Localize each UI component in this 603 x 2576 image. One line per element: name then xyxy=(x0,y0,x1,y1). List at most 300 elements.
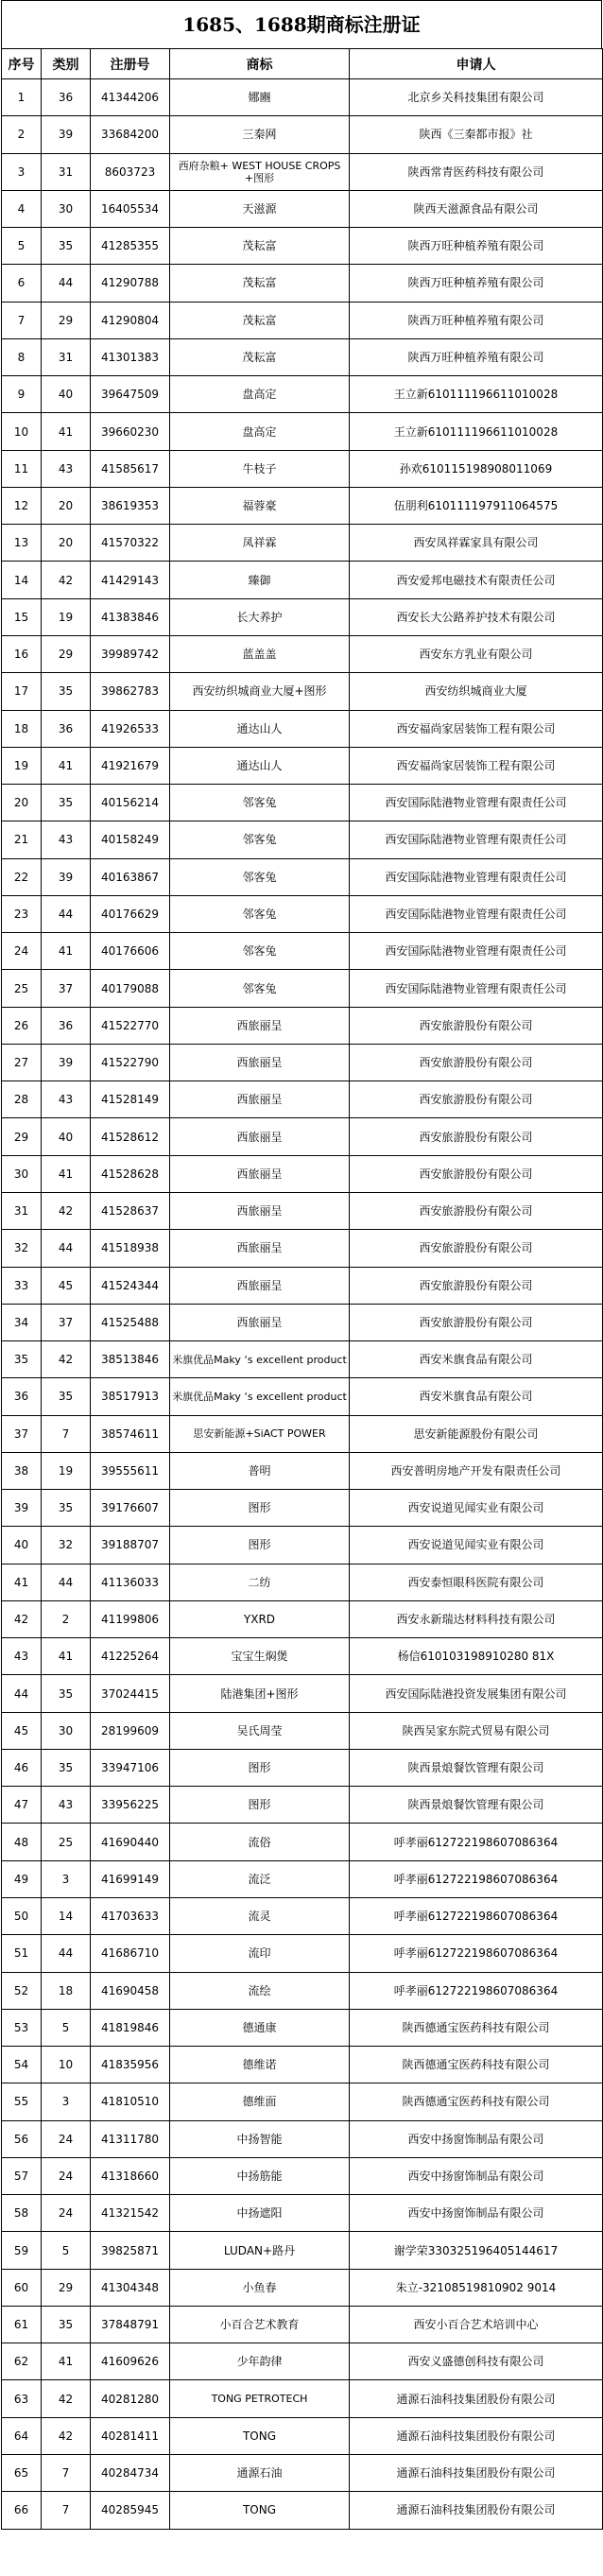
cell-applicant: 西安长大公路养护技术有限公司 xyxy=(350,598,603,635)
cell-index: 37 xyxy=(2,1415,42,1452)
cell-applicant: 西安小百合艺术培训中心 xyxy=(350,2306,603,2343)
cell-applicant: 陕西万旺种植养殖有限公司 xyxy=(350,228,603,265)
cell-applicant: 北京乡关科技集团有限公司 xyxy=(350,79,603,116)
cell-class: 39 xyxy=(42,1044,91,1081)
cell-reg-number: 33684200 xyxy=(91,116,170,153)
cell-applicant: 陕西德通宝医药科技有限公司 xyxy=(350,2047,603,2083)
cell-reg-number: 41609626 xyxy=(91,2343,170,2380)
cell-class: 30 xyxy=(42,190,91,227)
cell-reg-number: 39825871 xyxy=(91,2232,170,2269)
cell-reg-number: 41311780 xyxy=(91,2120,170,2157)
cell-applicant: 通源石油科技集团股份有限公司 xyxy=(350,2492,603,2529)
cell-index: 29 xyxy=(2,1118,42,1155)
table-body xyxy=(2,79,603,2530)
cell-reg-number: 40156214 xyxy=(91,785,170,821)
cell-index: 21 xyxy=(2,821,42,858)
trademark-table xyxy=(1,48,603,2530)
cell-applicant: 西安爱邦电磁技术有限责任公司 xyxy=(350,562,603,598)
cell-reg-number: 33947106 xyxy=(91,1749,170,1786)
table-row xyxy=(2,302,603,338)
cell-index: 66 xyxy=(2,2492,42,2529)
cell-trademark: 图形 xyxy=(170,1527,350,1564)
cell-class: 41 xyxy=(42,933,91,970)
cell-index: 38 xyxy=(2,1452,42,1489)
cell-reg-number: 16405534 xyxy=(91,190,170,227)
cell-applicant: 陕西景烺餐饮管理有限公司 xyxy=(350,1749,603,1786)
cell-reg-number: 37848791 xyxy=(91,2306,170,2343)
cell-trademark: 西安纺织城商业大厦+图形 xyxy=(170,673,350,710)
cell-applicant: 西安旅游股份有限公司 xyxy=(350,1007,603,1044)
cell-class: 40 xyxy=(42,376,91,413)
table-row xyxy=(2,1452,603,1489)
cell-trademark: 邻客兔 xyxy=(170,970,350,1007)
table-row xyxy=(2,1155,603,1192)
cell-class: 42 xyxy=(42,562,91,598)
cell-index: 19 xyxy=(2,747,42,784)
cell-class: 44 xyxy=(42,1230,91,1267)
cell-reg-number: 40281280 xyxy=(91,2380,170,2417)
cell-index: 50 xyxy=(2,1898,42,1935)
cell-reg-number: 37024415 xyxy=(91,1675,170,1712)
cell-trademark: 臻御 xyxy=(170,562,350,598)
cell-class: 35 xyxy=(42,1378,91,1415)
cell-index: 39 xyxy=(2,1490,42,1527)
cell-trademark: 西旅丽呈 xyxy=(170,1267,350,1304)
cell-trademark: 邻客兔 xyxy=(170,785,350,821)
cell-index: 44 xyxy=(2,1675,42,1712)
cell-applicant: 陕西天滋源食品有限公司 xyxy=(350,190,603,227)
cell-applicant: 西安旅游股份有限公司 xyxy=(350,1267,603,1304)
table-row xyxy=(2,673,603,710)
table-row xyxy=(2,1787,603,1824)
table-row xyxy=(2,1118,603,1155)
cell-class: 24 xyxy=(42,2120,91,2157)
cell-applicant: 西安旅游股份有限公司 xyxy=(350,1044,603,1081)
table-row xyxy=(2,598,603,635)
table-row xyxy=(2,2195,603,2232)
cell-applicant: 陕西常青医药科技有限公司 xyxy=(350,153,603,190)
cell-class: 29 xyxy=(42,2269,91,2306)
cell-index: 49 xyxy=(2,1860,42,1897)
table-row xyxy=(2,2343,603,2380)
table-row xyxy=(2,2083,603,2120)
cell-trademark: 流灵 xyxy=(170,1898,350,1935)
cell-class: 41 xyxy=(42,747,91,784)
cell-reg-number: 41383846 xyxy=(91,598,170,635)
table-row xyxy=(2,1712,603,1749)
table-row xyxy=(2,2120,603,2157)
cell-applicant: 陕西万旺种植养殖有限公司 xyxy=(350,265,603,302)
cell-index: 61 xyxy=(2,2306,42,2343)
cell-trademark: TONG xyxy=(170,2417,350,2454)
cell-class: 39 xyxy=(42,116,91,153)
cell-class: 35 xyxy=(42,785,91,821)
table-row xyxy=(2,970,603,1007)
certificate-list-page xyxy=(1,0,602,2530)
cell-trademark: 茂耘富 xyxy=(170,228,350,265)
cell-trademark: 通达山人 xyxy=(170,710,350,747)
cell-trademark: 三秦网 xyxy=(170,116,350,153)
cell-trademark: 德维诺 xyxy=(170,2047,350,2083)
cell-applicant: 西安国际陆港物业管理有限责任公司 xyxy=(350,933,603,970)
header-row xyxy=(2,49,603,79)
table-row xyxy=(2,2009,603,2046)
cell-applicant: 杨信610103198910280 81X xyxy=(350,1638,603,1675)
cell-class: 39 xyxy=(42,858,91,895)
cell-reg-number: 38574611 xyxy=(91,1415,170,1452)
cell-applicant: 西安旅游股份有限公司 xyxy=(350,1304,603,1340)
cell-applicant: 呼孝丽612722198607086364 xyxy=(350,1898,603,1935)
cell-index: 53 xyxy=(2,2009,42,2046)
cell-index: 17 xyxy=(2,673,42,710)
table-row xyxy=(2,228,603,265)
cell-index: 28 xyxy=(2,1081,42,1118)
cell-index: 23 xyxy=(2,895,42,932)
cell-trademark: 陆港集团+图形 xyxy=(170,1675,350,1712)
cell-index: 63 xyxy=(2,2380,42,2417)
cell-trademark: 福蓉豪 xyxy=(170,487,350,524)
cell-applicant: 西安永新瑞达材料科技有限公司 xyxy=(350,1600,603,1637)
cell-class: 14 xyxy=(42,1898,91,1935)
cell-class: 24 xyxy=(42,2195,91,2232)
cell-class: 31 xyxy=(42,338,91,375)
cell-applicant: 西安国际陆港物业管理有限责任公司 xyxy=(350,858,603,895)
cell-class: 5 xyxy=(42,2009,91,2046)
cell-reg-number: 41585617 xyxy=(91,450,170,487)
cell-trademark: 德通康 xyxy=(170,2009,350,2046)
table-row xyxy=(2,1898,603,1935)
cell-applicant: 陕西万旺种植养殖有限公司 xyxy=(350,302,603,338)
cell-index: 25 xyxy=(2,970,42,1007)
cell-class: 36 xyxy=(42,1007,91,1044)
cell-index: 51 xyxy=(2,1935,42,1972)
cell-applicant: 西安旅游股份有限公司 xyxy=(350,1230,603,1267)
cell-index: 31 xyxy=(2,1192,42,1229)
cell-applicant: 西安国际陆港物业管理有限责任公司 xyxy=(350,970,603,1007)
cell-applicant: 西安旅游股份有限公司 xyxy=(350,1118,603,1155)
cell-reg-number: 41318660 xyxy=(91,2157,170,2194)
cell-class: 7 xyxy=(42,1415,91,1452)
cell-applicant: 陕西德通宝医药科技有限公司 xyxy=(350,2083,603,2120)
cell-applicant: 呼孝丽612722198607086364 xyxy=(350,1972,603,2009)
cell-reg-number: 41225264 xyxy=(91,1638,170,1675)
table-row xyxy=(2,1935,603,1972)
cell-trademark: 中扬遮阳 xyxy=(170,2195,350,2232)
cell-index: 60 xyxy=(2,2269,42,2306)
header-class: 类别 xyxy=(42,49,91,79)
page-title: 1685、1688期商标注册证 xyxy=(1,0,602,48)
cell-trademark: YXRD xyxy=(170,1600,350,1637)
table-row xyxy=(2,858,603,895)
cell-reg-number: 41304348 xyxy=(91,2269,170,2306)
cell-applicant: 西安米旗食品有限公司 xyxy=(350,1341,603,1378)
cell-class: 25 xyxy=(42,1824,91,1860)
cell-applicant: 西安旅游股份有限公司 xyxy=(350,1155,603,1192)
cell-reg-number: 41570322 xyxy=(91,525,170,562)
cell-trademark: 米旗优品Maky ‘s excellent product xyxy=(170,1378,350,1415)
table-row xyxy=(2,338,603,375)
cell-index: 7 xyxy=(2,302,42,338)
cell-reg-number: 41199806 xyxy=(91,1600,170,1637)
cell-applicant: 西安义盛德创科技有限公司 xyxy=(350,2343,603,2380)
table-row xyxy=(2,1230,603,1267)
cell-index: 5 xyxy=(2,228,42,265)
cell-index: 20 xyxy=(2,785,42,821)
cell-reg-number: 40176629 xyxy=(91,895,170,932)
cell-reg-number: 40179088 xyxy=(91,970,170,1007)
cell-index: 4 xyxy=(2,190,42,227)
table-row xyxy=(2,153,603,190)
cell-trademark: 通源石油 xyxy=(170,2455,350,2492)
cell-class: 2 xyxy=(42,1600,91,1637)
cell-index: 58 xyxy=(2,2195,42,2232)
cell-applicant: 西安米旗食品有限公司 xyxy=(350,1378,603,1415)
table-row xyxy=(2,487,603,524)
cell-trademark: 茂耘富 xyxy=(170,302,350,338)
cell-index: 56 xyxy=(2,2120,42,2157)
cell-trademark: 图形 xyxy=(170,1749,350,1786)
cell-index: 1 xyxy=(2,79,42,116)
table-row xyxy=(2,562,603,598)
table-row xyxy=(2,265,603,302)
cell-reg-number: 41285355 xyxy=(91,228,170,265)
cell-class: 35 xyxy=(42,1749,91,1786)
cell-reg-number: 41321542 xyxy=(91,2195,170,2232)
cell-class: 24 xyxy=(42,2157,91,2194)
cell-index: 52 xyxy=(2,1972,42,2009)
cell-index: 6 xyxy=(2,265,42,302)
cell-applicant: 西安旅游股份有限公司 xyxy=(350,1081,603,1118)
table-row xyxy=(2,933,603,970)
cell-applicant: 呼孝丽612722198607086364 xyxy=(350,1824,603,1860)
cell-trademark: 天滋源 xyxy=(170,190,350,227)
cell-reg-number: 41690440 xyxy=(91,1824,170,1860)
cell-class: 41 xyxy=(42,413,91,450)
cell-reg-number: 28199609 xyxy=(91,1712,170,1749)
cell-applicant: 思安新能源股份有限公司 xyxy=(350,1415,603,1452)
table-row xyxy=(2,413,603,450)
cell-applicant: 王立新610111196611010028 xyxy=(350,413,603,450)
cell-index: 18 xyxy=(2,710,42,747)
cell-reg-number: 41835956 xyxy=(91,2047,170,2083)
cell-reg-number: 41522790 xyxy=(91,1044,170,1081)
cell-trademark: 中扬智能 xyxy=(170,2120,350,2157)
cell-applicant: 西安福尚家居装饰工程有限公司 xyxy=(350,710,603,747)
table-row xyxy=(2,1490,603,1527)
table-row xyxy=(2,2455,603,2492)
cell-reg-number: 38619353 xyxy=(91,487,170,524)
cell-trademark: 吴氏周莹 xyxy=(170,1712,350,1749)
table-row xyxy=(2,710,603,747)
cell-trademark: 盘高定 xyxy=(170,376,350,413)
cell-applicant: 孙欢610115198908011069 xyxy=(350,450,603,487)
cell-applicant: 西安中扬窗饰制品有限公司 xyxy=(350,2157,603,2194)
cell-trademark: 普明 xyxy=(170,1452,350,1489)
cell-class: 31 xyxy=(42,153,91,190)
table-row xyxy=(2,1638,603,1675)
cell-class: 19 xyxy=(42,1452,91,1489)
cell-trademark: 邻客兔 xyxy=(170,933,350,970)
cell-reg-number: 41810510 xyxy=(91,2083,170,2120)
cell-applicant: 西安纺织城商业大厦 xyxy=(350,673,603,710)
cell-reg-number: 39862783 xyxy=(91,673,170,710)
cell-class: 40 xyxy=(42,1118,91,1155)
cell-trademark: 西旅丽呈 xyxy=(170,1230,350,1267)
cell-class: 35 xyxy=(42,673,91,710)
table-row xyxy=(2,79,603,116)
cell-reg-number: 41429143 xyxy=(91,562,170,598)
cell-class: 35 xyxy=(42,228,91,265)
cell-class: 29 xyxy=(42,302,91,338)
header-applicant: 申请人 xyxy=(350,49,603,79)
cell-trademark: 茂耘富 xyxy=(170,265,350,302)
cell-trademark: 通达山人 xyxy=(170,747,350,784)
cell-trademark: 茂耘富 xyxy=(170,338,350,375)
cell-class: 32 xyxy=(42,1527,91,1564)
cell-trademark: 西府杂粮+ WEST HOUSE CROPS +图形 xyxy=(170,153,350,190)
table-row xyxy=(2,1860,603,1897)
cell-index: 12 xyxy=(2,487,42,524)
cell-applicant: 谢学荣330325196405144617 xyxy=(350,2232,603,2269)
table-row xyxy=(2,2047,603,2083)
cell-applicant: 西安国际陆港物业管理有限责任公司 xyxy=(350,895,603,932)
table-row xyxy=(2,1972,603,2009)
cell-class: 20 xyxy=(42,525,91,562)
cell-reg-number: 41690458 xyxy=(91,1972,170,2009)
cell-index: 26 xyxy=(2,1007,42,1044)
table-row xyxy=(2,525,603,562)
cell-reg-number: 41686710 xyxy=(91,1935,170,1972)
cell-trademark: 二纺 xyxy=(170,1564,350,1600)
cell-trademark: 西旅丽呈 xyxy=(170,1304,350,1340)
cell-reg-number: 41522770 xyxy=(91,1007,170,1044)
cell-applicant: 陕西景烺餐饮管理有限公司 xyxy=(350,1787,603,1824)
cell-reg-number: 40284734 xyxy=(91,2455,170,2492)
table-row xyxy=(2,1007,603,1044)
cell-index: 3 xyxy=(2,153,42,190)
cell-reg-number: 33956225 xyxy=(91,1787,170,1824)
cell-class: 44 xyxy=(42,1935,91,1972)
cell-trademark: TONG xyxy=(170,2492,350,2529)
cell-trademark: 米旗优品Maky ‘s excellent product xyxy=(170,1341,350,1378)
table-row xyxy=(2,190,603,227)
cell-applicant: 呼孝丽612722198607086364 xyxy=(350,1860,603,1897)
cell-reg-number: 40176606 xyxy=(91,933,170,970)
cell-class: 3 xyxy=(42,1860,91,1897)
cell-trademark: 西旅丽呈 xyxy=(170,1007,350,1044)
cell-applicant: 陕西德通宝医药科技有限公司 xyxy=(350,2009,603,2046)
cell-trademark: 邻客兔 xyxy=(170,821,350,858)
cell-class: 43 xyxy=(42,821,91,858)
cell-applicant: 呼孝丽612722198607086364 xyxy=(350,1935,603,1972)
table-row xyxy=(2,2232,603,2269)
cell-index: 15 xyxy=(2,598,42,635)
header-trademark: 商标 xyxy=(170,49,350,79)
cell-index: 45 xyxy=(2,1712,42,1749)
table-row xyxy=(2,1600,603,1637)
cell-index: 2 xyxy=(2,116,42,153)
cell-trademark: 思安新能源+SiACT POWER xyxy=(170,1415,350,1452)
cell-index: 35 xyxy=(2,1341,42,1378)
cell-class: 3 xyxy=(42,2083,91,2120)
cell-trademark: 德维面 xyxy=(170,2083,350,2120)
cell-reg-number: 41301383 xyxy=(91,338,170,375)
cell-trademark: 西旅丽呈 xyxy=(170,1044,350,1081)
table-row xyxy=(2,1824,603,1860)
cell-index: 47 xyxy=(2,1787,42,1824)
cell-reg-number: 41528637 xyxy=(91,1192,170,1229)
cell-reg-number: 41699149 xyxy=(91,1860,170,1897)
table-row xyxy=(2,821,603,858)
cell-reg-number: 41344206 xyxy=(91,79,170,116)
table-row xyxy=(2,2492,603,2529)
cell-reg-number: 39660230 xyxy=(91,413,170,450)
cell-index: 32 xyxy=(2,1230,42,1267)
cell-applicant: 西安福尚家居装饰工程有限公司 xyxy=(350,747,603,784)
cell-class: 29 xyxy=(42,635,91,672)
table-row xyxy=(2,2417,603,2454)
cell-index: 46 xyxy=(2,1749,42,1786)
cell-trademark: 西旅丽呈 xyxy=(170,1192,350,1229)
cell-class: 43 xyxy=(42,1081,91,1118)
cell-class: 5 xyxy=(42,2232,91,2269)
table-row xyxy=(2,1749,603,1786)
table-row xyxy=(2,1378,603,1415)
cell-reg-number: 38513846 xyxy=(91,1341,170,1378)
cell-class: 45 xyxy=(42,1267,91,1304)
cell-trademark: 中扬筋能 xyxy=(170,2157,350,2194)
cell-index: 13 xyxy=(2,525,42,562)
cell-index: 16 xyxy=(2,635,42,672)
cell-trademark: 少年韵律 xyxy=(170,2343,350,2380)
cell-reg-number: 41819846 xyxy=(91,2009,170,2046)
table-row xyxy=(2,1564,603,1600)
cell-index: 48 xyxy=(2,1824,42,1860)
cell-reg-number: 41528612 xyxy=(91,1118,170,1155)
table-row xyxy=(2,1527,603,1564)
cell-class: 41 xyxy=(42,2343,91,2380)
table-row xyxy=(2,450,603,487)
cell-applicant: 西安泰恒眼科医院有限公司 xyxy=(350,1564,603,1600)
table-row xyxy=(2,1267,603,1304)
cell-reg-number: 41926533 xyxy=(91,710,170,747)
cell-reg-number: 41524344 xyxy=(91,1267,170,1304)
cell-class: 37 xyxy=(42,970,91,1007)
cell-reg-number: 40158249 xyxy=(91,821,170,858)
cell-applicant: 西安国际陆港投资发展集团有限公司 xyxy=(350,1675,603,1712)
cell-index: 55 xyxy=(2,2083,42,2120)
cell-reg-number: 41290804 xyxy=(91,302,170,338)
cell-reg-number: 40281411 xyxy=(91,2417,170,2454)
table-row xyxy=(2,1415,603,1452)
cell-class: 42 xyxy=(42,2417,91,2454)
cell-trademark: 宝宝生焖煲 xyxy=(170,1638,350,1675)
cell-trademark: 流泛 xyxy=(170,1860,350,1897)
cell-applicant: 陕西吴家东院式贸易有限公司 xyxy=(350,1712,603,1749)
cell-class: 35 xyxy=(42,2306,91,2343)
cell-index: 65 xyxy=(2,2455,42,2492)
cell-class: 18 xyxy=(42,1972,91,2009)
cell-trademark: 小百合艺术教育 xyxy=(170,2306,350,2343)
cell-class: 7 xyxy=(42,2455,91,2492)
cell-applicant: 通源石油科技集团股份有限公司 xyxy=(350,2380,603,2417)
cell-class: 43 xyxy=(42,450,91,487)
cell-class: 44 xyxy=(42,895,91,932)
cell-index: 41 xyxy=(2,1564,42,1600)
cell-class: 44 xyxy=(42,265,91,302)
cell-reg-number: 41921679 xyxy=(91,747,170,784)
table-row xyxy=(2,785,603,821)
